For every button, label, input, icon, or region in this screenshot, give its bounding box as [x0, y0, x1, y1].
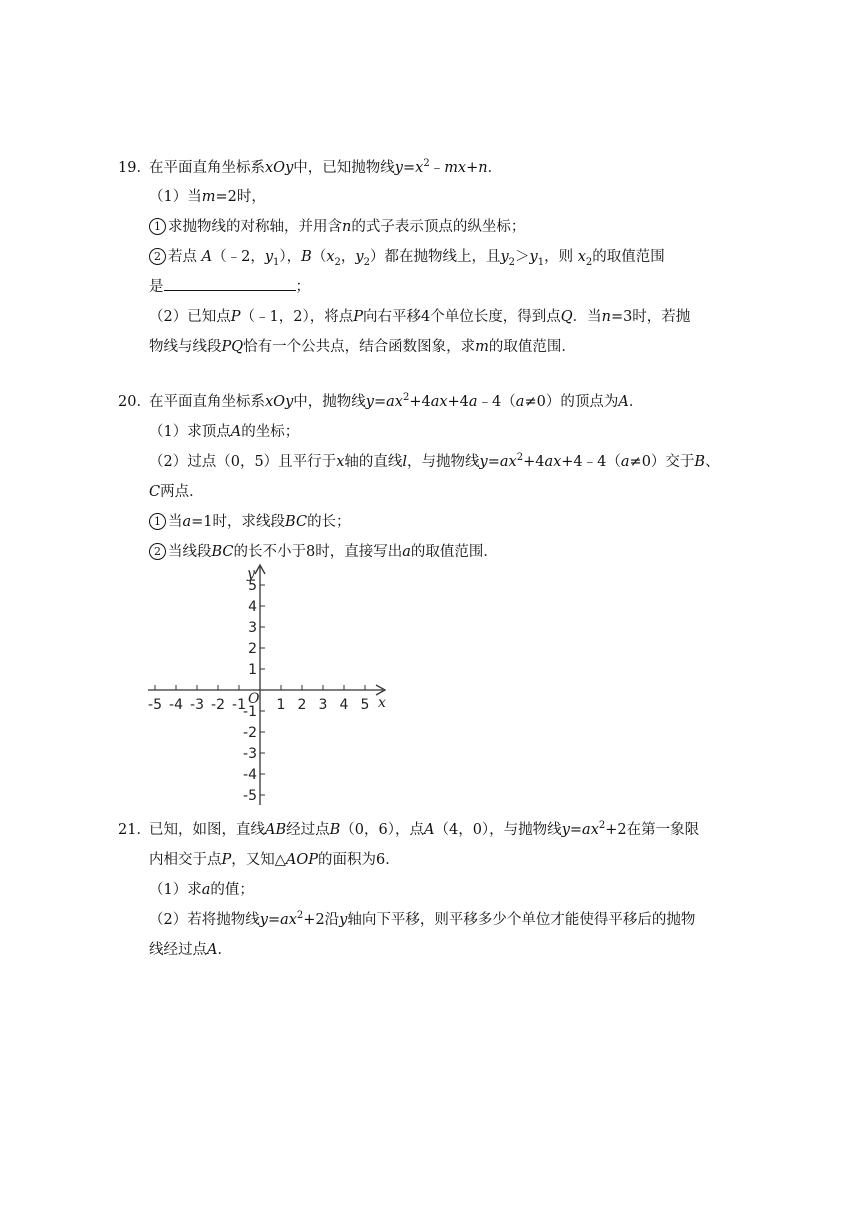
q20-part2: （2）过点（0，5）且平行于x轴的直线l，与抛物线$y=ax^2+4ax+4﹣4(a\ne 0)$交于B、: [149, 452, 720, 470]
circled-number: 2: [149, 543, 166, 560]
q20-part2-cont: C两点．: [149, 484, 204, 500]
circled-number: 2: [149, 248, 166, 265]
y-tick-label: 1: [248, 662, 257, 678]
x-tick-label: 5: [360, 697, 370, 713]
q21-stem-cont: 内相交于点P，又知△AOP的面积为6．: [149, 852, 400, 868]
origin-label: O: [248, 691, 260, 707]
x-tick-label: 4: [339, 697, 349, 713]
q19-part2: （2）已知点P（﹣1，2），将点P向右平移4个单位长度，得到点Q．当n=3时，若抛: [149, 309, 691, 325]
q19-part2-cont: 物线与线段PQ恰有一个公共点，结合函数图象，求m的取值范围．: [149, 339, 576, 355]
q20-part1: （1）求顶点A的坐标；: [149, 424, 300, 440]
x-tick-label: 3: [318, 697, 328, 713]
q19-sub1: 1 求抛物线的对称轴，并用含n的式子表示顶点的纵坐标；: [149, 216, 525, 238]
coordinate-grid: [140, 562, 400, 812]
q21-part1: （1）求a的值；: [149, 882, 254, 898]
x-tick-label: 2: [297, 697, 307, 713]
x-tick-label: -3: [190, 697, 204, 713]
y-tick-label: -1: [243, 704, 257, 720]
x-tick-label: 1: [276, 697, 286, 713]
question-number: 19．: [118, 160, 151, 176]
x-tick-label: -5: [148, 697, 162, 713]
question-number: 21．: [118, 822, 151, 838]
y-tick-label: -5: [243, 788, 257, 804]
axis-labels: [148, 566, 386, 804]
answer-blank[interactable]: [164, 276, 296, 291]
y-tick-label: 3: [248, 620, 257, 636]
y-tick-label: 2: [248, 641, 257, 657]
y-tick-label: -4: [243, 767, 257, 783]
q19-sub2-cont: 是 ；: [149, 276, 310, 298]
q20-sub1: 1 当a=1时，求线段BC的长；: [149, 511, 351, 533]
x-tick-label: -4: [169, 697, 183, 713]
exam-page: 19． 在平面直角坐标系xOy中，已知抛物线$y=x^2﹣mx+n$． （1）当m=2时， 1 求抛物线的对称轴，并用含n的式子表示顶点的纵坐标； 2 若点 A（﹣2，$y_1$），$B(x_2$，$y_2$）都在抛物线上，且$y_2>y_1$，则 $x_2$的取值范围 是 ； （2）已知点P（﹣1，2），将点P向右平移4个单位长度，得到点Q．当n=3时，若抛 物线与线段PQ恰有一个公共点，结合函数图象，求m的取值范围． 20． 在平面直角坐标系xOy中，抛物线$y=ax^2+4ax+4a﹣4(a\ne 0)$的顶点为A． （1）求顶点A的坐标； （2）过点（0，5）且平行于x轴的直线l，与抛物线$y=ax^2+4ax+4﹣4(a\ne 0)$交于B、 C两点． 1 当a=1时，求线段BC的长； 2 当线段BC的长不小于8时，直接写出a的取值范围． -5 -4 -3 -2 -1 1 2 3 4 5 5 4 3 2 1 -1 -2 -3 -4 -5 x y O 21． 已知，如图，直线AB经过点B（0，6），点A（4，0），与抛物线$y=ax^2+2$在第一象限 内相交于点P，又知△AOP的面积为6． （1）求a的值； （2）若将抛物线$y=ax^2+2$沿y轴向下平移，则平移多少个单位才能使得平移后的抛物 线经过点A．: [0, 0, 860, 1216]
y-axis-label: y: [247, 566, 255, 582]
q21-part2-cont: 线经过点A．: [149, 942, 232, 958]
q19-part1: （1）当m=2时，: [149, 189, 266, 205]
question-number: 20．: [118, 394, 151, 410]
circled-number: 1: [149, 513, 166, 530]
q19-sub2: 2 若点 A（﹣2，$y_1$），$B(x_2$，$y_2$）都在抛物线上，且$y_2>y_1$，则 $x_2$的取值范围: [149, 246, 665, 268]
y-tick-label: 4: [248, 599, 257, 615]
y-tick-label: -2: [243, 725, 257, 741]
x-tick-label: -2: [211, 697, 225, 713]
q21-part2: （2）若将抛物线$y=ax^2+2$沿y轴向下平移，则平移多少个单位才能使得平移后的抛物: [149, 910, 696, 928]
x-axis-label: x: [378, 695, 386, 711]
axes: [148, 565, 385, 805]
y-tick-label: 5: [248, 578, 257, 594]
x-tick-label: -1: [232, 697, 246, 713]
y-tick-label: -3: [243, 746, 257, 762]
circled-number: 1: [149, 218, 166, 235]
q20-sub2: 2 当线段BC的长不小于8时，直接写出a的取值范围．: [149, 541, 498, 563]
